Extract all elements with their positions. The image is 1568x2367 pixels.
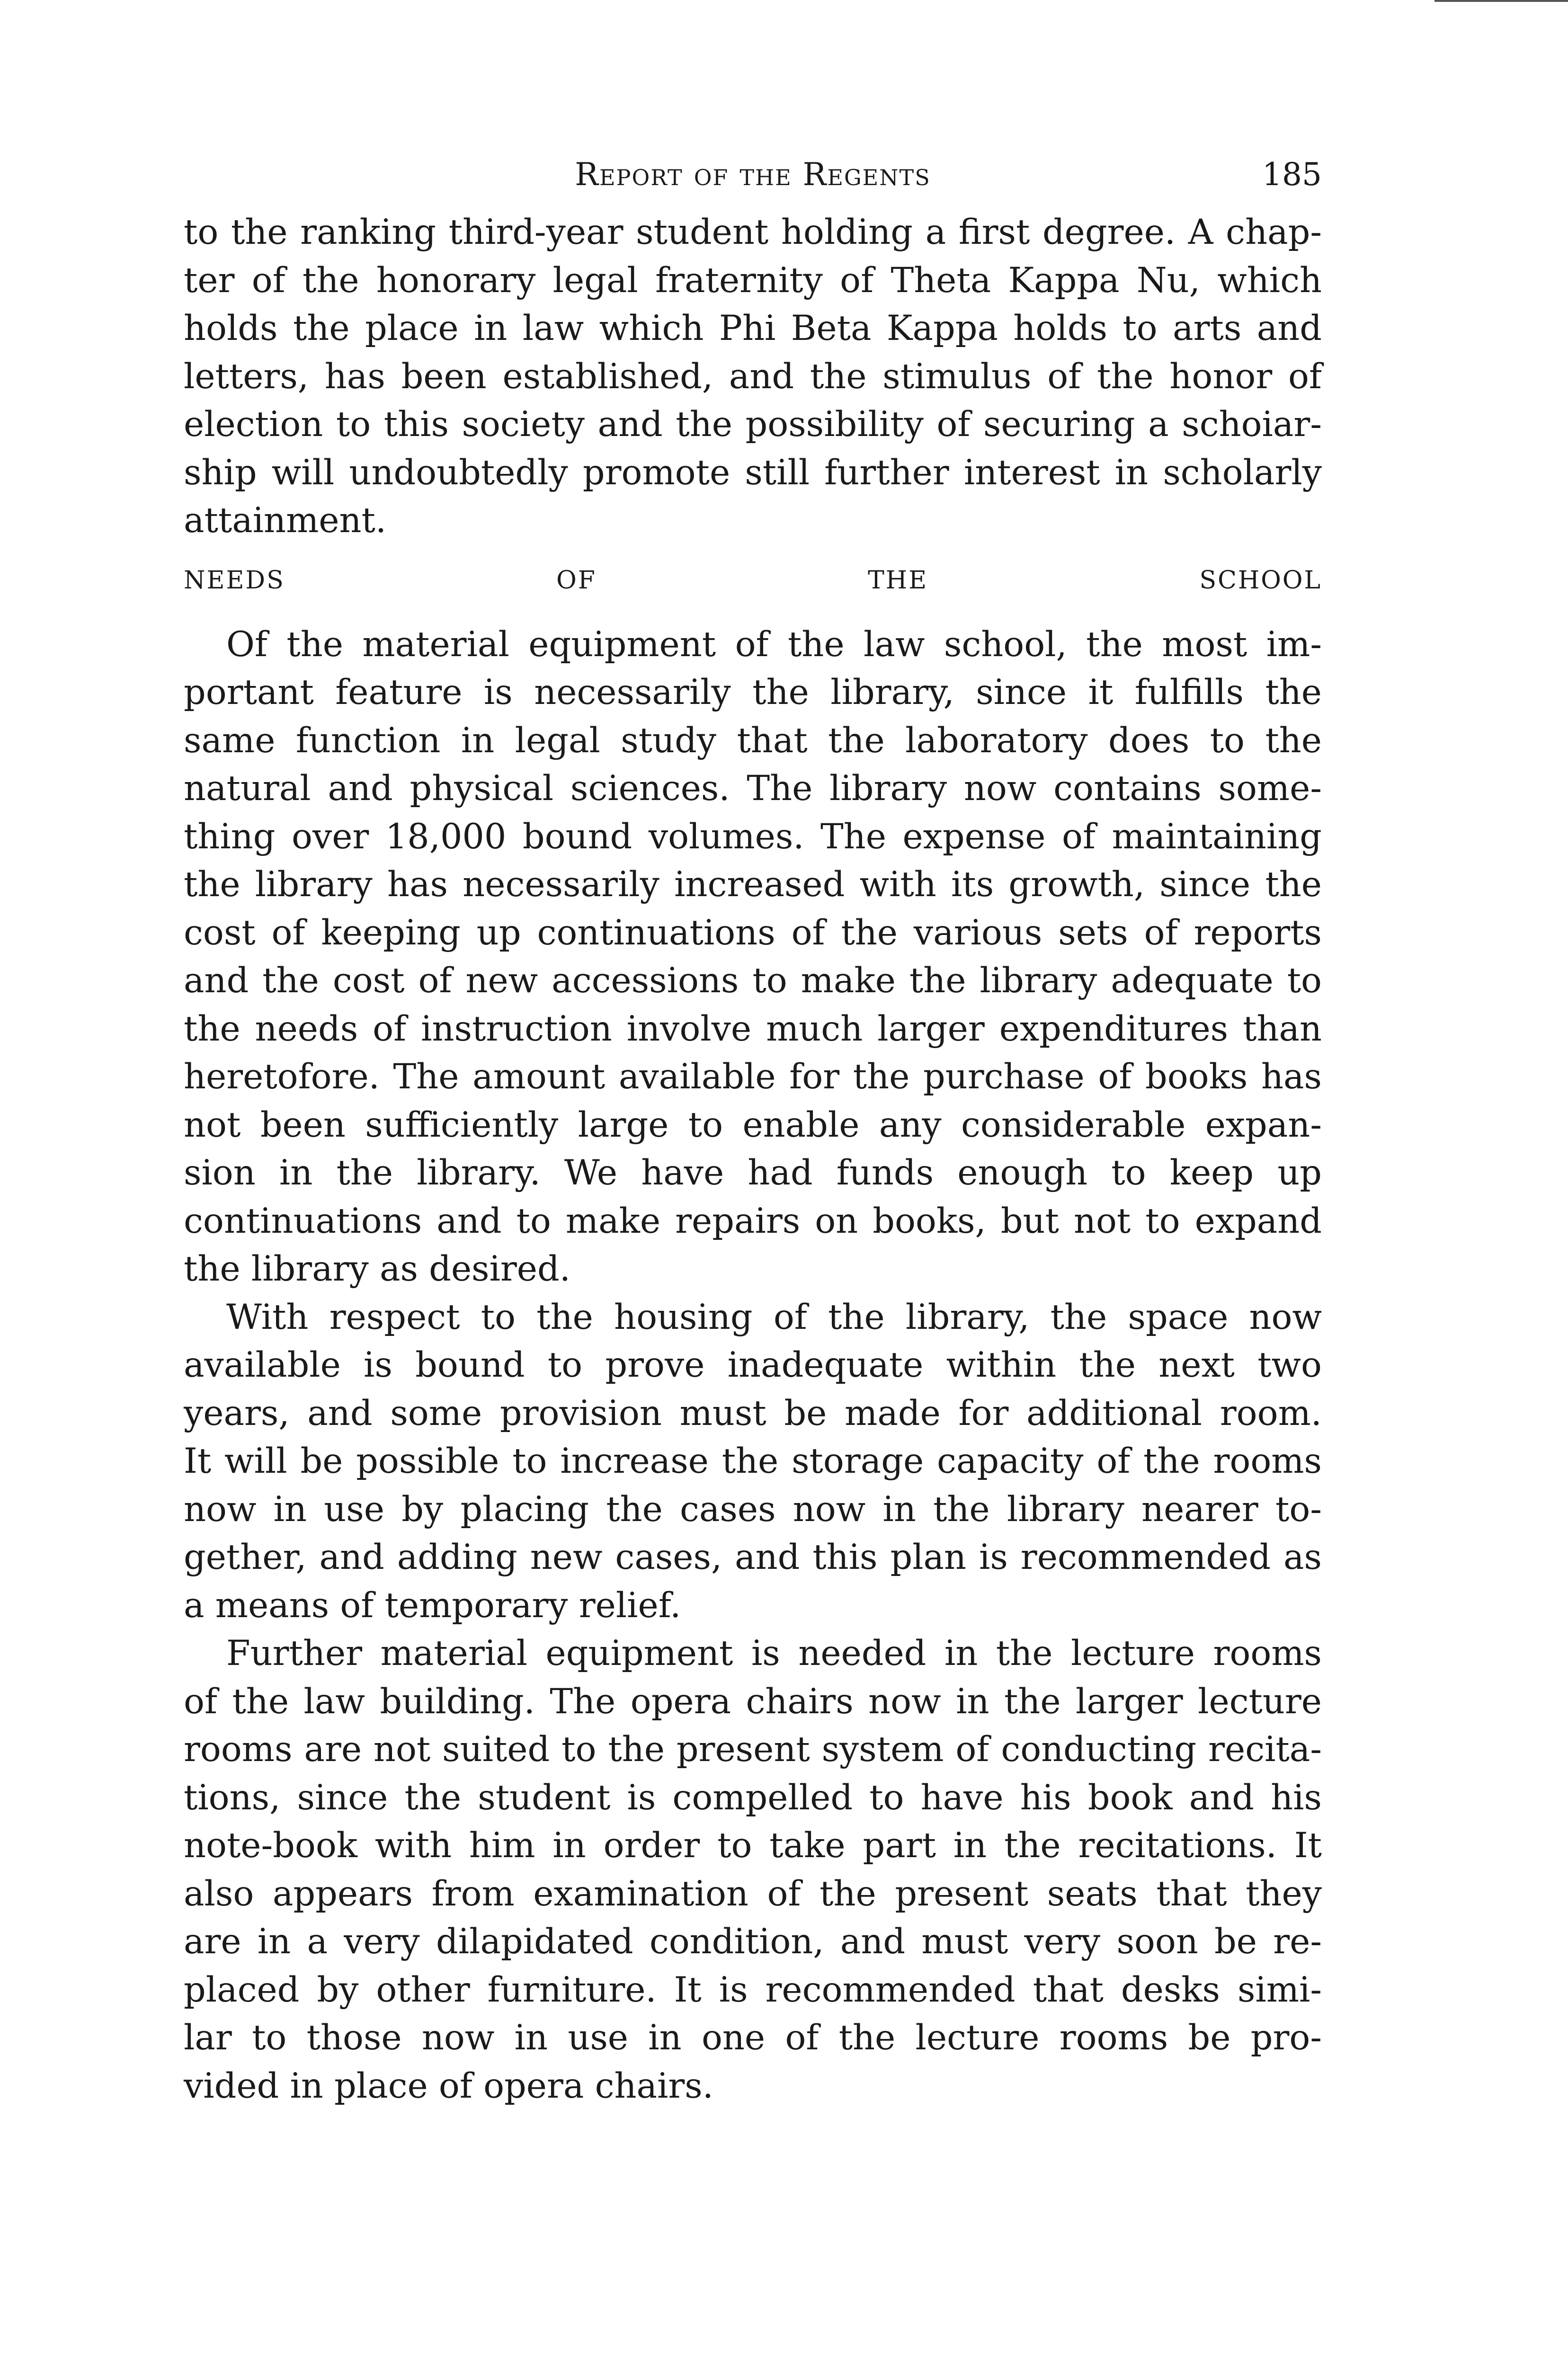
text-line: lar to those now in use in one of the lecture rooms be pro- — [184, 2018, 1322, 2058]
page-header — [184, 156, 1322, 194]
page-number: 185 — [1262, 156, 1322, 193]
text-line: also appears from examination of the present seats that they — [184, 1873, 1322, 1914]
text-line: continuations and to make repairs on books, but not to expand — [184, 1201, 1322, 1241]
text-line: Of the material equipment of the law school, the most im- — [226, 624, 1322, 665]
text-line: rooms are not suited to the present system of conducting recita- — [184, 1729, 1322, 1770]
text-line: vided in place of opera chairs. — [184, 2065, 713, 2106]
paragraph-3 — [184, 1293, 1322, 1630]
text-line: With respect to the housing of the library, the space now — [226, 1297, 1322, 1337]
text-line: not been sufficiently large to enable any considerable expan- — [184, 1104, 1322, 1145]
text-line: and the cost of new accessions to make the library adequate to — [184, 961, 1322, 1001]
text-line: the library has necessarily increased with its growth, since the — [184, 864, 1322, 905]
text-line: letters, has been established, and the stimulus of the honor of — [184, 356, 1322, 397]
text-line: the needs of instruction involve much larger expenditures than — [184, 1008, 1322, 1049]
text-line: ter of the honorary legal fraternity of Theta Kappa Nu, which — [184, 260, 1322, 301]
text-line: tions, since the student is compelled to have his book and his — [184, 1777, 1322, 1818]
text-line: same function in legal study that the laboratory does to the — [184, 720, 1322, 761]
text-line: sion in the library. We have had funds enough to keep up — [184, 1153, 1322, 1193]
top-edge-rule — [1434, 0, 1568, 2]
text-line: ship will undoubtedly promote still further interest in scholarly — [184, 452, 1322, 493]
text-line: years, and some provision must be made for additional room. — [184, 1393, 1322, 1433]
text-line: election to this society and the possibility of securing a schoiar- — [184, 404, 1322, 445]
text-line: natural and physical sciences. The library now contains some- — [184, 768, 1322, 809]
running-head: Report of the Regents — [575, 156, 931, 193]
text-line: It will be possible to increase the storage capacity of the rooms — [184, 1441, 1322, 1481]
paragraph-1 — [184, 208, 1322, 545]
text-line: Further material equipment is needed in the lecture rooms — [226, 1633, 1322, 1673]
page-body — [184, 208, 1322, 2110]
paragraph-4 — [184, 1629, 1322, 2110]
text-line: portant feature is necessarily the library, since it fulfills the — [184, 672, 1322, 712]
section-heading: NEEDS OF THE SCHOOL — [184, 566, 1322, 595]
text-line: note-book with him in order to take part in the recitations. It — [184, 1825, 1322, 1866]
text-line: are in a very dilapidated condition, and must very soon be re- — [184, 1922, 1322, 1962]
text-line: attainment. — [184, 500, 387, 541]
text-line: placed by other furniture. It is recommended that desks simi- — [184, 1969, 1322, 2010]
text-line: to the ranking third-year student holding a first degree. A chap- — [184, 212, 1322, 252]
text-line: a means of temporary relief. — [184, 1585, 681, 1626]
text-line: available is bound to prove inadequate within the next two — [184, 1345, 1322, 1385]
text-line: now in use by placing the cases now in the library nearer to- — [184, 1489, 1322, 1530]
text-line: the library as desired. — [184, 1249, 570, 1289]
text-line: holds the place in law which Phi Beta Kappa holds to arts and — [184, 308, 1322, 348]
text-line: cost of keeping up continuations of the various sets of reports — [184, 912, 1322, 953]
text-line: of the law building. The opera chairs now in the larger lecture — [184, 1681, 1322, 1722]
paragraph-2 — [184, 621, 1322, 1293]
text-line: thing over 18,000 bound volumes. The expense of maintaining — [184, 816, 1322, 857]
text-line: gether, and adding new cases, and this plan is recommended as — [184, 1537, 1322, 1577]
text-line: heretofore. The amount available for the purchase of books has — [184, 1057, 1322, 1097]
